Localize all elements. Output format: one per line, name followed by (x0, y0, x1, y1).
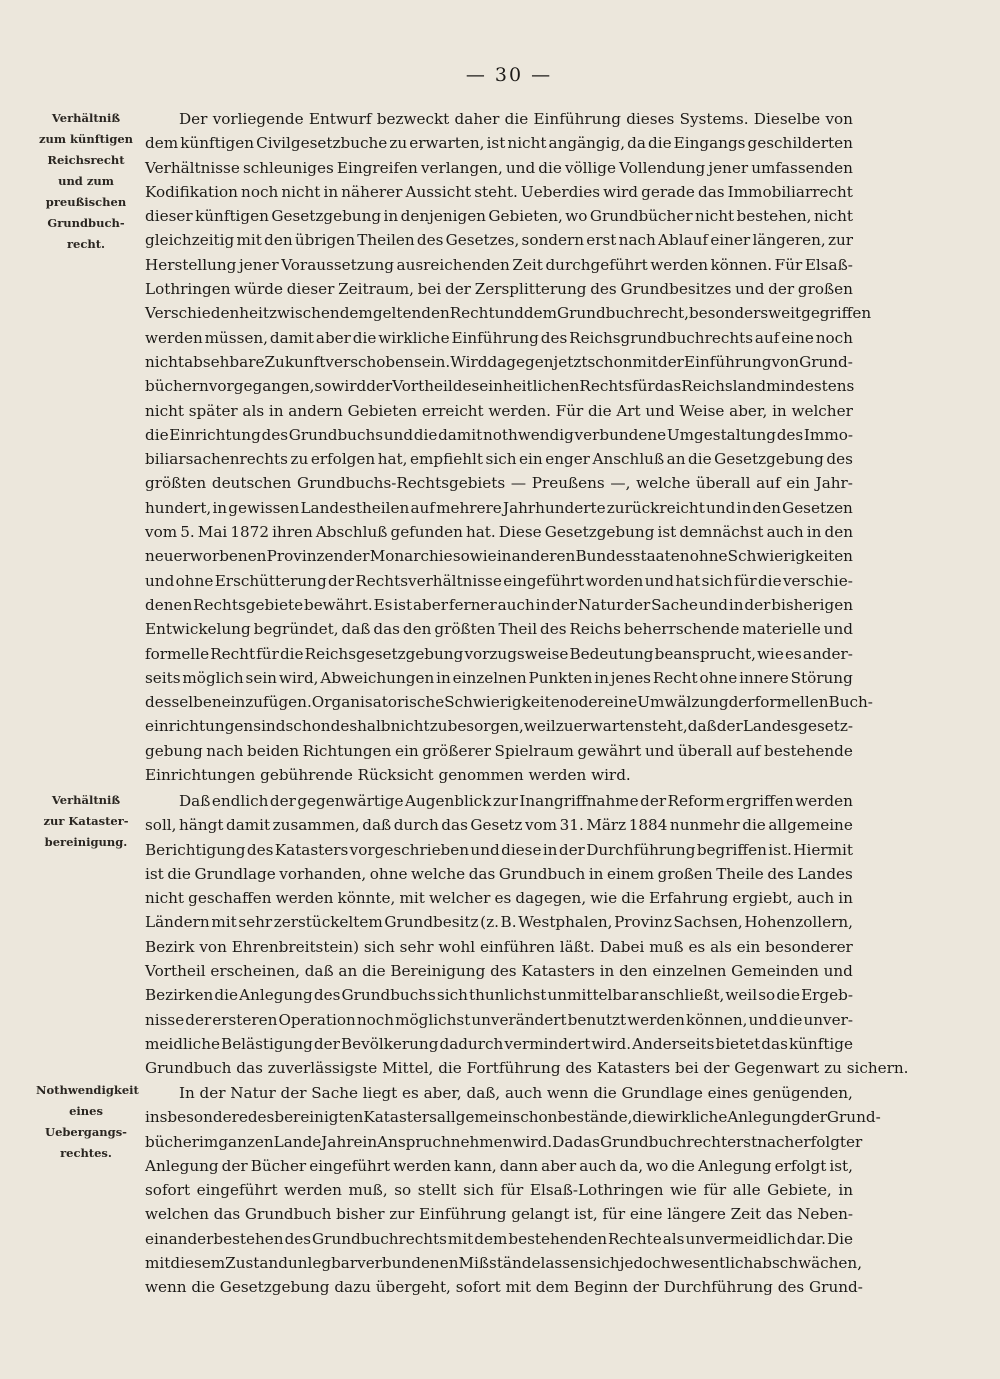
text-line: Berichtigung des Katasters vorgeschrieben und diese in der Durchführung begriffen ist. Hiermit (145, 840, 853, 859)
text-line: soll, hängt damit zusammen, daß durch das Gesetz vom 31. März 1884 nunmehr die allgemeine (145, 816, 853, 835)
text-line: biliarsachenrechts zu erfolgen hat, empfiehlt sich ein enger Anschluß an die Gesetzgebung des (145, 450, 853, 469)
text-line: insbesondere des bereinigten Katasters allgemein schon bestände, die wirkliche Anlegung der Grund- (145, 1108, 881, 1127)
margin-note-line: recht. (66, 237, 106, 251)
margin-note-line: preußischen (45, 195, 127, 209)
text-line: Grundbuch das zuverlässigste Mittel, die Fortführung des Katasters bei der Gegenwart zu sichern. (145, 1059, 909, 1078)
text-line: büchern vorgegangen, so wird der Vortheil des einheitlichen Rechts für das Reichsland mindestens (145, 377, 855, 396)
text-line: formelle Recht für die Reichsgesetzgebung vorzugsweise Bedeutung beansprucht, wie es ander- (145, 644, 853, 663)
text-line: Lothringen würde dieser Zeitraum, bei der Zersplitterung des Grundbesitzes und der großen (145, 280, 853, 299)
text-line: dieser künftigen Gesetzgebung in denjenigen Gebieten, wo Grundbücher nicht bestehen, nicht (145, 207, 853, 226)
text-line: nisse der ersteren Operation noch möglichst unverändert benutzt werden können, und die unver- (145, 1010, 853, 1029)
text-line: In der Natur der Sache liegt es aber, daß, auch wenn die Grundlage eines genügenden, (179, 1084, 853, 1102)
margin-note (36, 1080, 139, 1164)
text-line: nicht absehbare Zukunft verschoben sein. Wird dagegen jetzt schon mit der Einführung von Grund- (145, 352, 853, 371)
margin-note-line: bereinigung. (44, 835, 128, 849)
text-line: wenn die Gesetzgebung dazu übergeht, sofort mit dem Beginn der Durchführung des Grund- (145, 1278, 863, 1297)
text-line: bücher im ganzen Lande Jahre in Anspruch nehmen wird. Da das Grundbuchrecht erst nach erfolgter (145, 1132, 863, 1151)
text-line: welchen das Grundbuch bisher zur Einführung gelangt ist, für eine längere Zeit das Neben- (145, 1205, 853, 1224)
text-line: einanderbestehen des Grundbuchrechts mit dem bestehenden Rechte als unvermeidlich dar. Die (145, 1229, 853, 1248)
margin-note-line: rechtes. (60, 1146, 112, 1160)
paragraph (145, 107, 873, 787)
text-line: Daß endlich der gegenwärtige Augenblick zur Inangriffnahme der Reform ergriffen werden (179, 792, 853, 810)
paragraph (145, 1081, 881, 1300)
paragraph (145, 789, 909, 1081)
page-number: — 30 — (465, 64, 553, 86)
text-line: Bezirk von Ehrenbreitstein) sich sehr wohl einführen läßt. Dabei muß es als ein besonderer (145, 937, 853, 956)
margin-note-line: zur Kataster- (43, 814, 129, 828)
text-line: die Einrichtung des Grundbuchs und die damit nothwendig verbundene Umgestaltung des Immo- (145, 425, 853, 444)
text-line: ist die Grundlage vorhanden, ohne welche das Grundbuch in einem großen Theile des Landes (145, 864, 853, 883)
text-line: Vortheil erscheinen, daß an die Bereinigung des Katasters in den einzelnen Gemeinden und (145, 962, 853, 981)
margin-note-line: Verhältniß (51, 793, 121, 807)
text-line: hundert, in gewissen Landestheilen auf mehrere Jahrhunderte zurückreicht und in den Gesetzen (145, 498, 853, 517)
text-line: Verhältnisse schleuniges Eingreifen verlangen, und die völlige Vollendung jener umfassenden (145, 158, 853, 177)
margin-note-line: eines (69, 1104, 103, 1118)
text-line: Bezirken die Anlegung des Grundbuchs sich thunlichst unmittelbar anschließt, weil so die Ergeb- (145, 986, 853, 1005)
text-line: dem künftigen Civilgesetzbuche zu erwarten, ist nicht angängig, da die Eingangs geschilderten (145, 134, 853, 153)
margin-note (36, 108, 136, 255)
text-line: Entwickelung begründet, daß das den größten Theil des Reichs beherrschende materielle und (145, 620, 853, 639)
text-line: größten deutschen Grundbuchs-Rechtsgebiets — Preußens —, welche überall auf ein Jahr- (145, 474, 853, 493)
text-line: Verschiedenheit zwischen dem geltenden Recht und dem Grundbuchrecht, besonders weit gegriffen (145, 304, 872, 323)
margin-note-line: Nothwendigkeit (36, 1083, 139, 1097)
text-line: Einrichtungen gebührende Rücksicht genommen werden wird. (145, 766, 631, 785)
margin-note-line: Reichsrecht (47, 153, 125, 167)
margin-note-line: Uebergangs- (45, 1125, 127, 1139)
margin-note-line: Grundbuch- (47, 216, 125, 230)
margin-note-line: Verhältniß (51, 111, 121, 125)
text-line: Ländern mit sehr zerstückeltem Grundbesitz (z. B. Westphalen, Provinz Sachsen, Hohenzollern, (145, 913, 853, 932)
text-line: meidliche Belästigung der Bevölkerung dadurch vermindert wird. Anderseits bietet das künftige (145, 1034, 853, 1053)
text-line: gleichzeitig mit den übrigen Theilen des Gesetzes, sondern erst nach Ablauf einer längeren, zur (145, 231, 853, 250)
margin-note-line: zum künftigen (38, 132, 134, 146)
text-line: Herstellung jener Voraussetzung ausreichenden Zeit durchgeführt werden können. Für Elsaß- (145, 255, 853, 274)
text-line: Anlegung der Bücher eingeführt werden kann, dann aber auch da, wo die Anlegung erfolgt ist, (145, 1156, 853, 1175)
text-line: und ohne Erschütterung der Rechtsverhältnisse eingeführt worden und hat sich für die verschie- (145, 571, 853, 590)
margin-note (36, 790, 136, 853)
text-line: denen Rechtsgebiete bewährt. Es ist aber ferner auch in der Natur der Sache und in der bisherigen (145, 595, 853, 614)
text-line: neuerworbenen Provinzen der Monarchie sowie in anderen Bundesstaaten ohne Schwierigkeiten (145, 547, 853, 566)
text-line: nicht geschaffen werden könnte, mit welcher es dagegen, wie die Erfahrung ergiebt, auch in (145, 889, 853, 908)
text-line: Kodifikation noch nicht in näherer Aussicht steht. Ueberdies wird gerade das Immobiliarrecht (145, 182, 853, 201)
text-line: sofort eingeführt werden muß, so stellt sich für Elsaß-Lothringen wie für alle Gebiete, in (145, 1181, 853, 1200)
text-line: werden müssen, damit aber die wirkliche Einführung des Reichsgrundbuchrechts auf eine noch (145, 328, 853, 347)
text-line: nicht später als in andern Gebieten erreicht werden. Für die Art und Weise aber, in welcher (145, 401, 853, 420)
text-line: gebung nach beiden Richtungen ein größerer Spielraum gewährt und überall auf bestehende (145, 741, 853, 760)
text-line: Der vorliegende Entwurf bezweckt daher die Einführung dieses Systems. Dieselbe von (179, 110, 853, 128)
text-line: mit diesem Zustand unlegbar verbundenen Mißstände lassen sich jedoch wesentlich abschwächen, (145, 1254, 863, 1273)
text-line: einrichtungen sind schon deshalb nicht zu besorgen, weil zu erwarten steht, daß der Landesgesetz- (145, 717, 853, 736)
text-line: desselben einzufügen. Organisatorische Schwierigkeiten oder eine Umwälzung der formellen Buch- (145, 693, 873, 712)
text-line: seits möglich sein wird, Abweichungen in einzelnen Punkten in jenes Recht ohne innere Störung (145, 668, 853, 687)
text-line: vom 5. Mai 1872 ihren Abschluß gefunden hat. Diese Gesetzgebung ist demnächst auch in den (145, 523, 853, 542)
margin-note-line: und zum (58, 174, 114, 188)
